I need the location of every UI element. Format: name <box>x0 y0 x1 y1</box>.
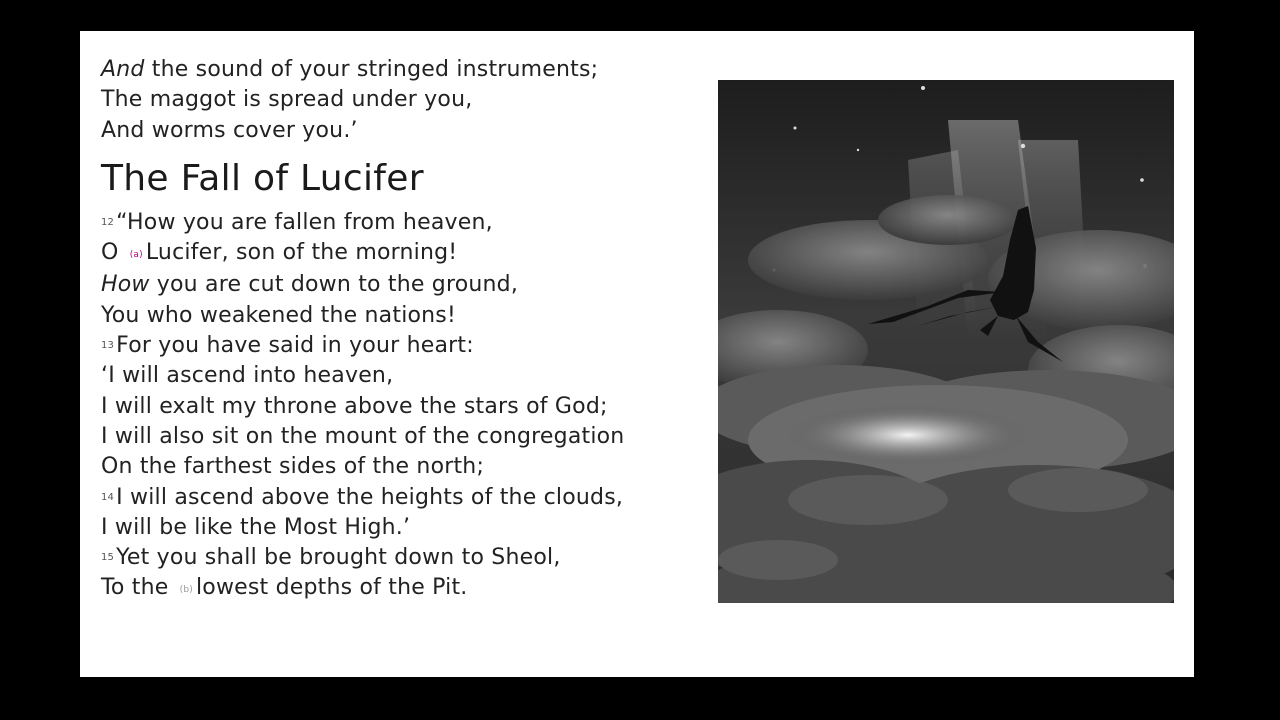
verse-text: “How you are fallen from heaven, <box>116 209 493 235</box>
verse-line: You who weakened the nations! <box>101 302 456 328</box>
verse-line: On the farthest sides of the north; <box>101 454 485 480</box>
footnote-marker[interactable]: (b) <box>179 585 193 596</box>
intro-text: the sound of your stringed instruments; <box>144 57 599 82</box>
verse-line <box>101 238 701 270</box>
verse-line <box>101 483 701 513</box>
verse-number: 13 <box>101 340 115 352</box>
verse-number: 12 <box>101 216 115 228</box>
verse-line: ‘I will ascend into heaven, <box>101 363 394 389</box>
verse-number: 14 <box>101 491 115 503</box>
intro-line: The maggot is spread under you, <box>101 87 473 113</box>
verse-text: Lucifer, son of the morning! <box>145 240 458 266</box>
verse-emphasis: How <box>101 272 150 298</box>
verse-line: I will also sit on the mount of the congregation <box>101 423 625 449</box>
fall-of-lucifer-illustration <box>718 80 1174 603</box>
verse-line <box>101 208 701 238</box>
verse-line: I will exalt my throne above the stars of God; <box>101 393 608 419</box>
document-page <box>80 31 1194 677</box>
verse-line <box>101 331 701 361</box>
verse-number: 15 <box>101 552 115 564</box>
verse-prefix: To the <box>101 575 176 601</box>
intro-line <box>101 55 701 85</box>
verse-line: I will be like the Most High.’ <box>101 514 411 540</box>
fallen-angel-engraving-icon <box>718 80 1174 603</box>
verse-text: Yet you shall be brought down to Sheol, <box>116 545 561 571</box>
verse-text: For you have said in your heart: <box>116 333 474 359</box>
verse-text: lowest depths of the Pit. <box>196 575 468 601</box>
verse-text: I will ascend above the heights of the clouds, <box>116 484 624 510</box>
verse-line <box>101 573 701 605</box>
verse-prefix: O <box>101 240 126 266</box>
scripture-text <box>101 55 701 606</box>
section-heading: The Fall of Lucifer <box>101 157 424 199</box>
verse-line <box>101 270 701 300</box>
verse-line <box>101 543 701 573</box>
verse-text: you are cut down to the ground, <box>149 272 519 298</box>
intro-line: And worms cover you.’ <box>101 117 358 143</box>
footnote-marker[interactable]: (a) <box>129 250 143 261</box>
intro-emphasis: And <box>101 57 145 82</box>
